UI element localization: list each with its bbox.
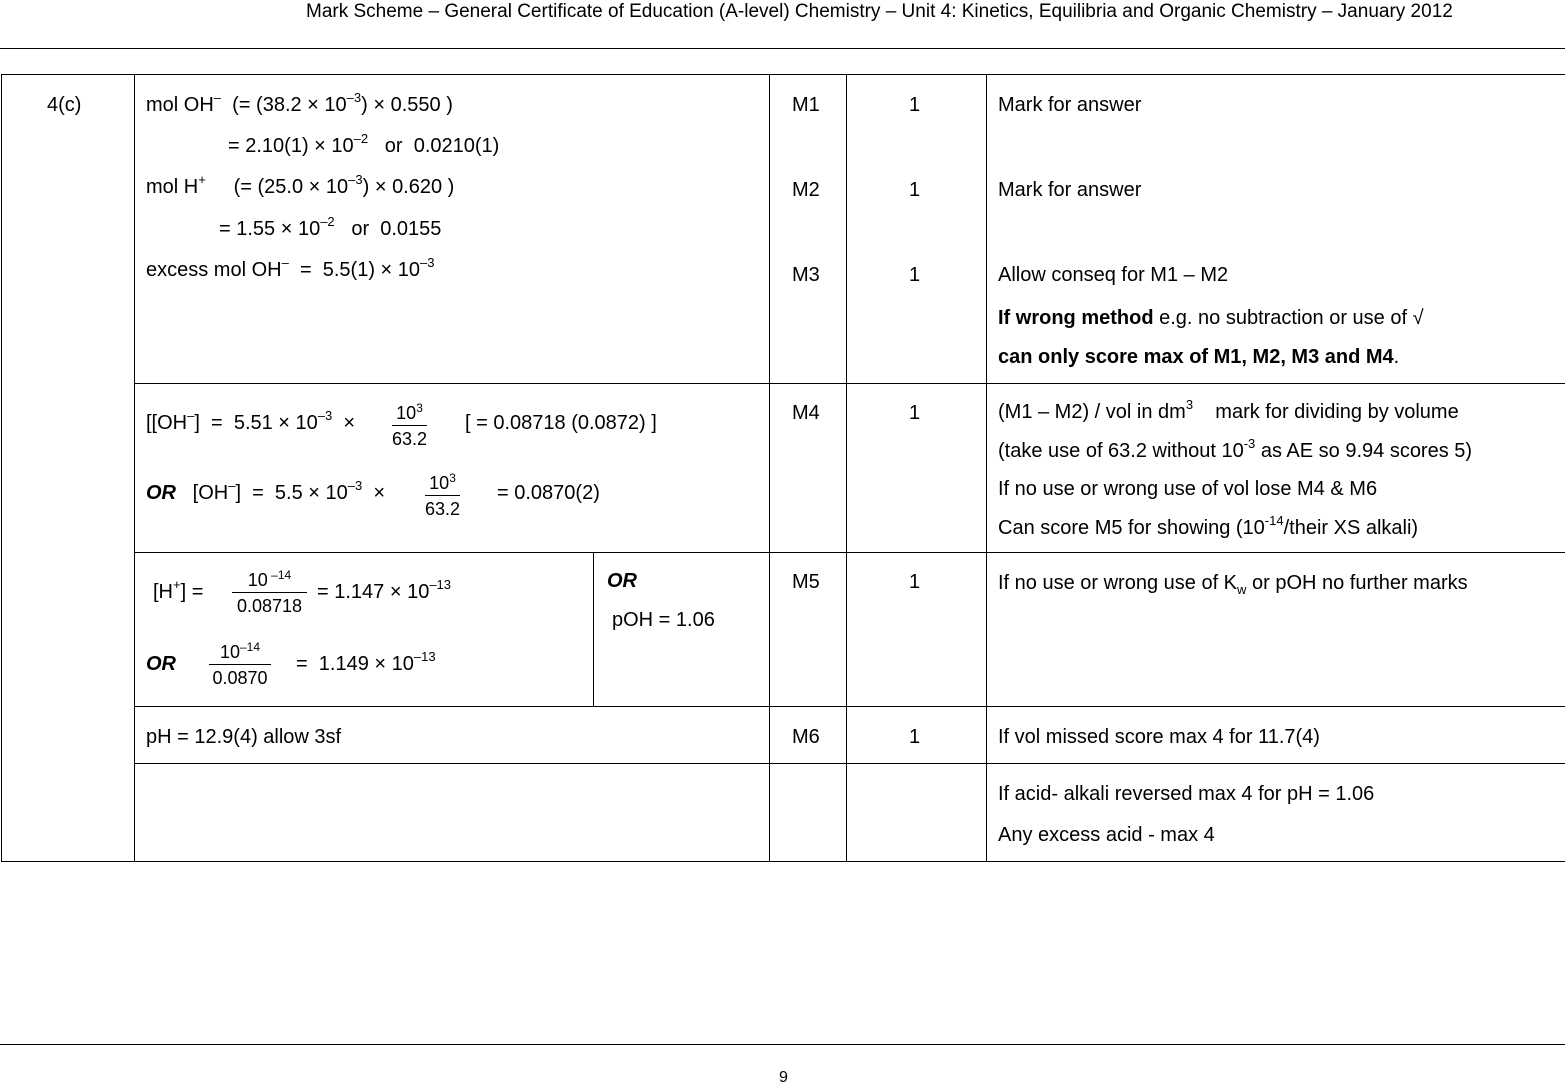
mark-value-m2: 1 [909, 179, 921, 201]
r3-alt-poh: pOH = 1.06 [612, 609, 715, 631]
row-divider-4 [134, 763, 1565, 764]
r3-fraction-2: $\frac{10^{-14}}{0.0870}$ [209, 643, 271, 687]
page-number: 9 [779, 1069, 788, 1086]
mark-value-m6: 1 [909, 726, 921, 748]
note-no-vol: If no use or wrong use of vol lose M4 & M6 [998, 478, 1378, 500]
table-left-border [1, 74, 2, 862]
r2-line-oh-alternative: OR $[OH^-] = 5.5 \times 10^{-3}$ × [146, 478, 386, 504]
note-max-score: can only score max of M1, M2, M3 and M4. [998, 346, 1400, 368]
note-acid-alkali-reversed: If acid- alkali reversed max 4 for pH = 1.06 [998, 783, 1375, 805]
mark-value-m1: 1 [909, 94, 921, 116]
r3-result-1: = $1.147 \times 10^{-13}$ [317, 577, 452, 603]
r3-alt-or-label: OR [607, 570, 637, 592]
r2-line-oh-alt-result: = 0.0870(2) [497, 482, 600, 504]
mark-value-m5: 1 [909, 571, 921, 593]
r2-fraction-2: $\frac{10^3}{63.2}$ [425, 471, 461, 519]
row-divider-2 [134, 552, 1565, 553]
row-divider-1 [134, 383, 1565, 384]
r3-fraction-1: $\frac{10 ^{-14}}{0.08718}$ [232, 571, 307, 615]
r1-line-mol-oh: mol OH– (= $(38.2 \times 10^{-3}) \times 0.550$ ) [146, 90, 453, 116]
r2-line-oh-concentration: [$[OH^-] = 5.51 \times 10^{-3}$ × [146, 408, 356, 434]
note-kw-poh: If no use or wrong use of $K_w$ or pOH no further marks [998, 572, 1468, 597]
note-vol-missed: If vol missed score max 4 for 11.7(4) [998, 726, 1320, 748]
mark-id-m6: M6 [792, 726, 820, 748]
col-divider-marks [986, 74, 987, 862]
note-wrong-method: If wrong method e.g. no subtraction or use of √ [998, 307, 1424, 329]
page-header-title: Mark Scheme – General Certificate of Education (A-level) Chemistry – Unit 4: Kinetics, Equilibria and Organic Chemistry – January 2012 [306, 1, 1453, 22]
r4-ph-answer: pH = 12.9(4) allow 3sf [146, 726, 342, 748]
table-bottom-border [1, 861, 1565, 862]
mark-id-m5: M5 [792, 571, 820, 593]
note-excess-acid: Any excess acid - max 4 [998, 824, 1215, 846]
mark-id-m4: M4 [792, 402, 820, 424]
table-top-border [1, 74, 1565, 75]
mark-id-m3: M3 [792, 264, 820, 286]
r1-line-mol-h-result: = $1.55 \times 10^{-2}$ or 0.0155 [219, 214, 442, 240]
note-score-m5: Can score M5 for showing ($10^{-14}$/their XS alkali) [998, 513, 1419, 539]
r3-h-concentration-label: [H+] = [153, 577, 204, 603]
header-rule [0, 48, 1565, 49]
mark-value-m4: 1 [909, 402, 921, 424]
r2-line-oh-result: [ = 0.08718 (0.0872) ] [465, 412, 657, 434]
col-divider-mark-id [846, 74, 847, 862]
r1-line-mol-h: mol H+ (= $(25.0 \times 10^{-3}) \times 0.620$ ) [146, 172, 455, 198]
col-divider-question [134, 74, 135, 862]
r2-fraction-1: $\frac{10^3}{63.2}$ [392, 401, 428, 449]
note-divide-volume: (M1 – M2) / vol in $dm^3$ mark for dividing by volume [998, 397, 1459, 423]
footer-rule [0, 1044, 1565, 1045]
mark-id-m2: M2 [792, 179, 820, 201]
mark-value-m3: 1 [909, 264, 921, 286]
r1-line-mol-oh-result: = $2.10(1) \times 10^{-2}$ or 0.0210(1) [228, 131, 500, 157]
mark-note-m2: Mark for answer [998, 179, 1142, 201]
r1-line-excess-oh: excess mol $OH^- = 5.5(1) \times 10^{-3}$ [146, 255, 435, 281]
r3-result-2: = $1.149 \times 10^{-13}$ [296, 649, 436, 675]
col-divider-working-alt [593, 552, 594, 707]
col-divider-working [769, 74, 770, 862]
question-number: 4(c) [47, 94, 82, 116]
row-divider-3 [134, 706, 1565, 707]
mark-id-m1: M1 [792, 94, 820, 116]
note-ae-63-2: (take use of 63.2 without $10^{-3}$ as AE so 9.94 scores 5) [998, 436, 1473, 462]
mark-note-m1: Mark for answer [998, 94, 1142, 116]
r3-or-label: OR [146, 653, 176, 675]
mark-note-m3: Allow conseq for M1 – M2 [998, 264, 1229, 286]
